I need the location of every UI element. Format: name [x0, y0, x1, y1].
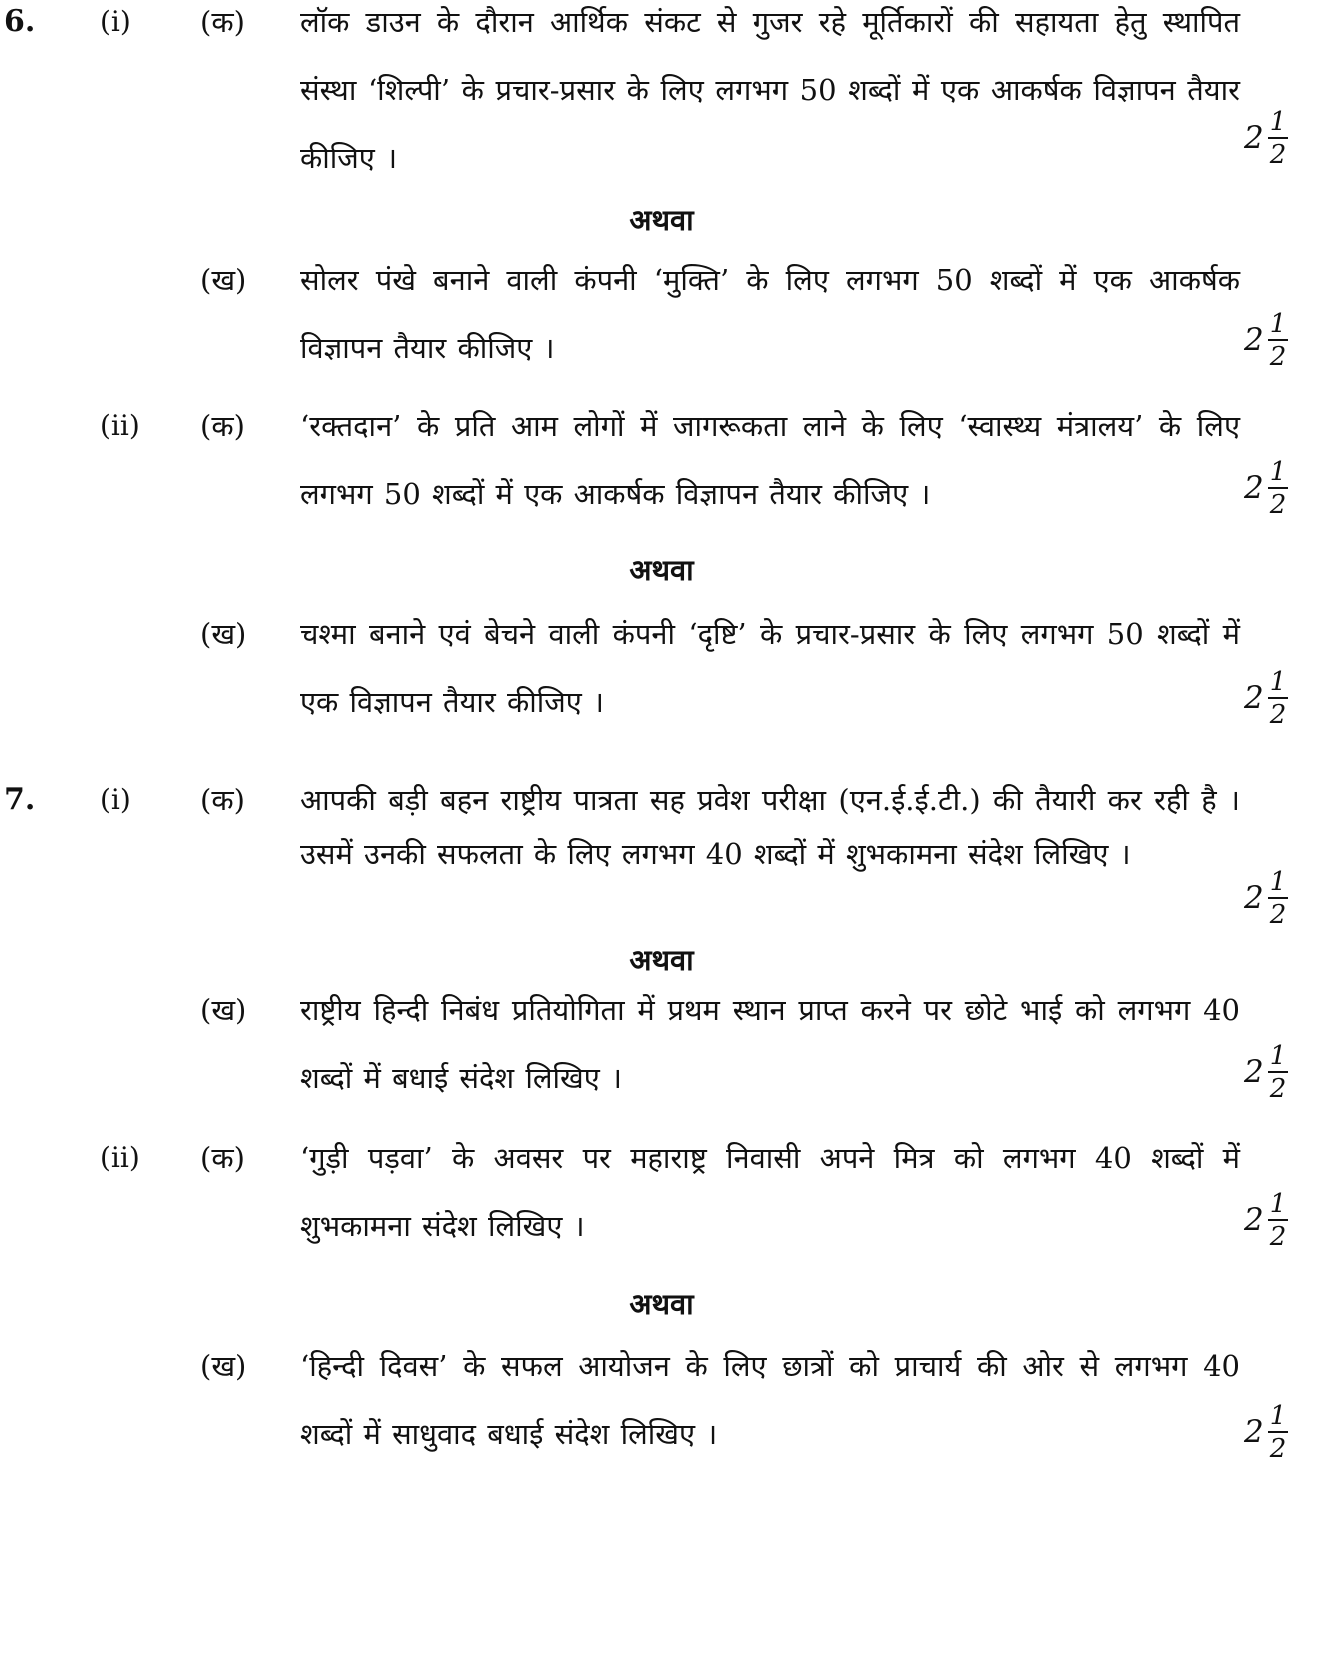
marks-fraction: $\frac{1}{2}$	[1269, 1040, 1287, 1104]
subpart-label-7-ii: (ii)	[100, 1141, 140, 1174]
or-label: अथवा	[629, 553, 694, 587]
or-label: अथवा	[629, 943, 694, 977]
question-number-7: 7.	[4, 782, 36, 817]
marks-fraction: $\frac{1}{2}$	[1269, 456, 1287, 520]
marks-7-ii-ka: 2 $\frac{1}{2}$	[1244, 1188, 1287, 1252]
subpart-label-7-i: (i)	[100, 783, 131, 816]
option-label-6-i-ka: (क)	[200, 5, 245, 39]
option-label-7-ii-kha: (ख)	[200, 1349, 247, 1383]
marks-fraction: $\frac{1}{2}$	[1269, 1400, 1287, 1464]
marks-6-ii-ka: 2 $\frac{1}{2}$	[1244, 456, 1287, 520]
question-text-6-ii-ka: ‘रक्तदान’ के प्रति आम लोगों में जागरूकता लाने के लिए ‘स्वास्थ्य मंत्रालय’ के लिए लगभग 50 शब्दों में एक आकर्षक विज्ञापन तैयार कीजिए ।	[300, 409, 1240, 511]
marks-fraction: $\frac{1}{2}$	[1269, 106, 1287, 170]
option-label-7-ii-ka: (क)	[200, 1141, 245, 1175]
option-label-6-ii-ka: (क)	[200, 409, 245, 443]
marks-fraction: $\frac{1}{2}$	[1269, 866, 1287, 930]
marks-7-ii-kha: 2 $\frac{1}{2}$	[1244, 1400, 1287, 1464]
question-text-6-i-ka: लॉक डाउन के दौरान आर्थिक संकट से गुजर रहे मूर्तिकारों की सहायता हेतु स्थापित संस्था ‘शिल्पी’ के प्रचार-प्रसार के लिए लगभग 50 शब्दों में एक आकर्षक विज्ञापन तैयार कीजिए ।	[300, 5, 1240, 175]
option-label-6-ii-kha: (ख)	[200, 617, 247, 651]
question-number-6: 6.	[4, 4, 36, 39]
marks-7-i-kha: 2 $\frac{1}{2}$	[1244, 1040, 1287, 1104]
marks-whole: 2	[1244, 120, 1264, 156]
marks-7-i-ka: 2 $\frac{1}{2}$	[1244, 866, 1287, 930]
option-label-7-i-ka: (क)	[200, 783, 245, 817]
marks-6-ii-kha: 2 $\frac{1}{2}$	[1244, 666, 1287, 730]
or-label: अथवा	[629, 1287, 694, 1321]
marks-6-i-kha: 2 $\frac{1}{2}$	[1244, 308, 1287, 372]
subpart-label-6-i: (i)	[100, 5, 131, 38]
question-text-7-i-kha: राष्ट्रीय हिन्दी निबंध प्रतियोगिता में प्रथम स्थान प्राप्त करने पर छोटे भाई को लगभग 40 शब्दों में बधाई संदेश लिखिए ।	[300, 993, 1240, 1095]
or-label: अथवा	[629, 203, 694, 237]
marks-6-i-ka	[1244, 106, 1314, 170]
marks-fraction: $\frac{1}{2}$	[1269, 666, 1287, 730]
question-text-7-i-ka: आपकी बड़ी बहन राष्ट्रीय पात्रता सह प्रवेश परीक्षा (एन.ई.ई.टी.) की तैयारी कर रही है । उसमें उनकी सफलता के लिए लगभग 40 शब्दों में शुभकामना संदेश लिखिए ।	[300, 783, 1240, 871]
option-label-6-i-kha: (ख)	[200, 263, 247, 297]
marks-fraction: $\frac{1}{2}$	[1269, 308, 1287, 372]
marks-fraction: $\frac{1}{2}$	[1269, 1188, 1287, 1252]
question-text-7-ii-ka: ‘गुड़ी पड़वा’ के अवसर पर महाराष्ट्र निवासी अपने मित्र को लगभग 40 शब्दों में शुभकामना संदेश लिखिए ।	[300, 1141, 1240, 1243]
question-text-6-i-kha: सोलर पंखे बनाने वाली कंपनी ‘मुक्ति’ के लिए लगभग 50 शब्दों में एक आकर्षक विज्ञापन तैयार कीजिए ।	[300, 263, 1240, 365]
option-label-7-i-kha: (ख)	[200, 993, 247, 1027]
subpart-label-6-ii: (ii)	[100, 409, 140, 442]
question-text-7-ii-kha: ‘हिन्दी दिवस’ के सफल आयोजन के लिए छात्रों को प्राचार्य की ओर से लगभग 40 शब्दों में साधुवाद बधाई संदेश लिखिए ।	[300, 1349, 1240, 1451]
question-text-6-ii-kha: चश्मा बनाने एवं बेचने वाली कंपनी ‘दृष्टि’ के प्रचार-प्रसार के लिए लगभग 50 शब्दों में एक विज्ञापन तैयार कीजिए ।	[300, 617, 1240, 719]
